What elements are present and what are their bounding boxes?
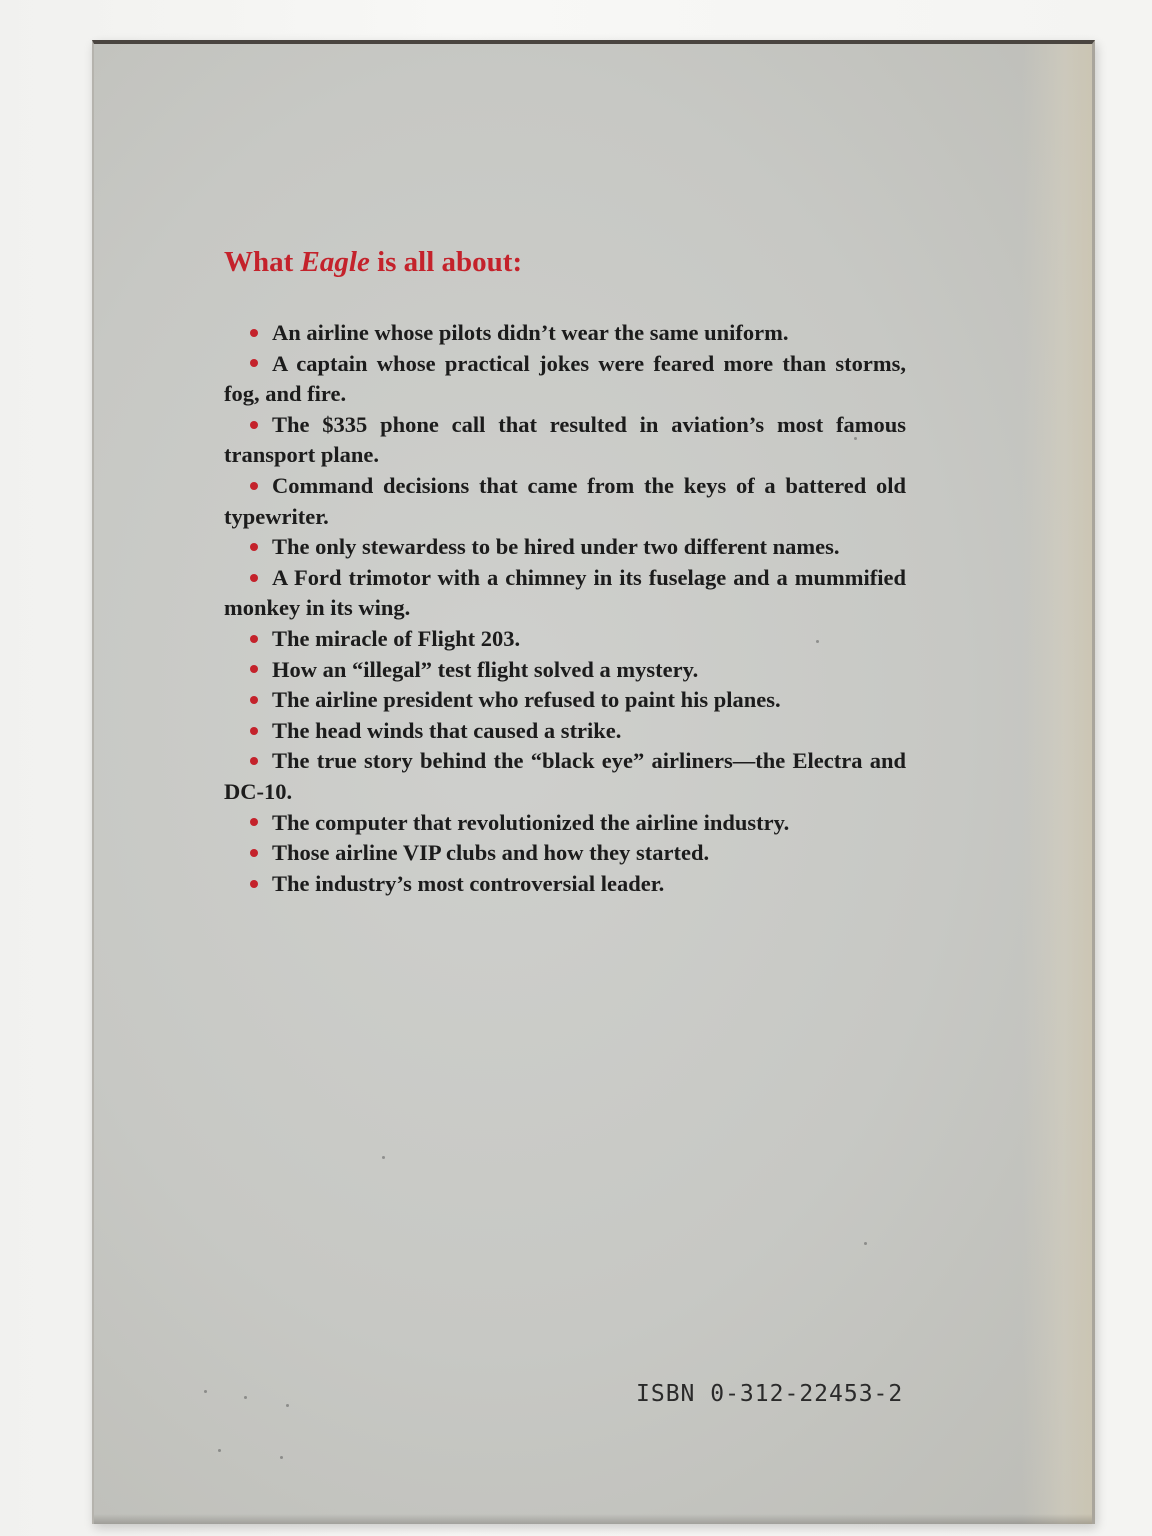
list-item <box>224 471 906 532</box>
list-item <box>224 349 906 410</box>
list-item-text: The $335 phone call that resulted in aviation’s most famous transport plane. <box>224 411 906 468</box>
heading-suffix: is all about: <box>369 246 523 278</box>
list-item-text: Those airline VIP clubs and how they started. <box>272 840 710 866</box>
list-item-text: The miracle of Flight 203. <box>272 625 521 651</box>
list-item <box>224 808 906 839</box>
bullet-icon <box>250 359 258 367</box>
list-item-text: Command decisions that came from the keys of a battered old typewriter. <box>224 472 906 529</box>
list-item <box>224 563 906 624</box>
list-item-text: The airline president who refused to paint his planes. <box>272 687 781 713</box>
cover-speck <box>218 1449 221 1452</box>
cover-speck <box>382 1156 385 1159</box>
list-item-text: The only stewardess to be hired under two different names. <box>272 534 840 560</box>
bullet-icon <box>250 574 258 582</box>
bullet-icon <box>250 727 258 735</box>
bullet-icon <box>250 543 258 551</box>
bullet-icon <box>250 880 258 888</box>
feature-list <box>224 318 906 899</box>
cover-speck <box>864 1242 867 1245</box>
list-item-text: A Ford trimotor with a chimney in its fuselage and a mummified monkey in its wing. <box>224 564 906 621</box>
list-item-text: The computer that revolutionized the airline industry. <box>272 809 790 835</box>
heading-prefix: What <box>224 246 301 278</box>
cover-speck <box>286 1404 289 1407</box>
bullet-icon <box>250 696 258 704</box>
list-item <box>224 318 906 349</box>
list-item-text: How an “illegal” test flight solved a mystery. <box>272 656 699 682</box>
cover-speck <box>244 1396 247 1399</box>
bullet-icon <box>250 665 258 673</box>
bullet-icon <box>250 635 258 643</box>
bullet-icon <box>250 818 258 826</box>
list-item <box>224 746 906 807</box>
bullet-icon <box>250 482 258 490</box>
isbn-number: ISBN 0-312-22453-2 <box>636 1381 904 1407</box>
list-item <box>224 410 906 471</box>
book-title: Eagle <box>300 246 370 278</box>
list-item <box>224 716 906 747</box>
bullet-icon <box>250 329 258 337</box>
list-item-text: The head winds that caused a strike. <box>272 717 622 743</box>
list-item <box>224 869 906 900</box>
bullet-icon <box>250 757 258 765</box>
cover-heading <box>224 246 522 279</box>
list-item-text: An airline whose pilots didn’t wear the same uniform. <box>272 320 789 345</box>
bullet-icon <box>250 849 258 857</box>
list-item <box>224 838 906 869</box>
cover-speck <box>204 1390 207 1393</box>
list-item <box>224 532 906 563</box>
list-item-text: A captain whose practical jokes were feared more than storms, fog, and fire. <box>224 350 906 407</box>
list-item <box>224 685 906 716</box>
list-item <box>224 655 906 686</box>
list-item-text: The true story behind the “black eye” airliners—the Electra and DC-10. <box>224 748 906 804</box>
bullet-icon <box>250 421 258 429</box>
list-item-text: The industry’s most controversial leader. <box>272 870 665 896</box>
list-item <box>224 624 906 655</box>
cover-speck <box>280 1456 283 1459</box>
